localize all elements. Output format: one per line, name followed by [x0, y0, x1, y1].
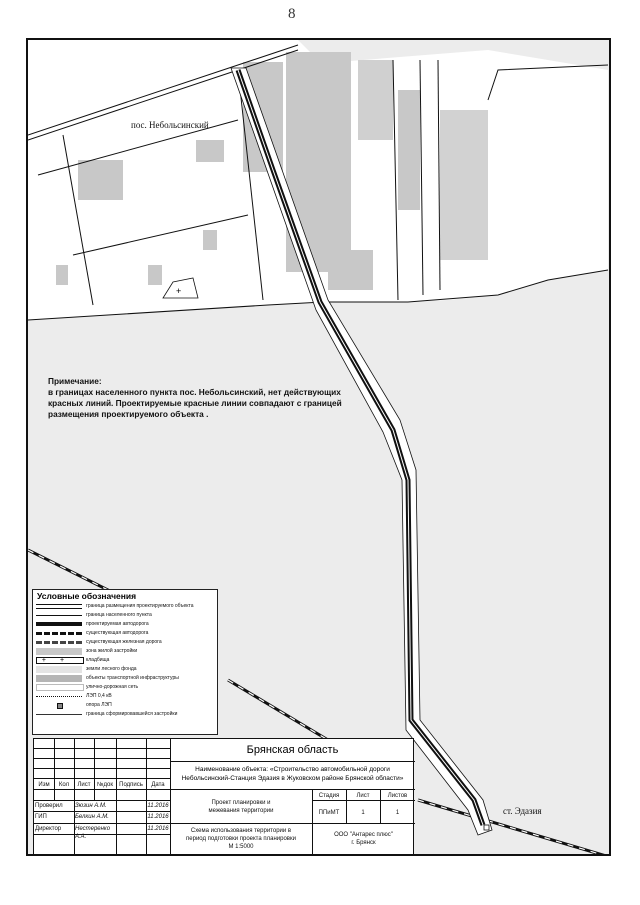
legend-item: зона жилой застройки — [36, 647, 218, 656]
residential-block-3 — [358, 60, 393, 140]
header-col-doc: №док — [97, 782, 113, 788]
row-date: 11.2016 — [147, 826, 169, 832]
page-number: 8 — [288, 6, 296, 22]
note-block — [48, 376, 378, 420]
row-name: Нестеренко А.А. — [75, 826, 111, 840]
note-text: в границах населенного пункта пос. Небольсинский, нет действующих красных линий. Проектируемые красные линии совпадают с границей размещения проектируемого объекта . — [48, 387, 342, 419]
drawing-title: Схема использования территории в период подготовки проекта планировки М 1:5000 — [186, 828, 296, 850]
dashed-road-icon — [36, 632, 82, 635]
project-title: Проект планировки и межевания территории — [208, 800, 274, 814]
row-role: Проверил — [35, 803, 63, 809]
cemetery-cross-icon: ++ — [36, 657, 84, 664]
residential-lot-2 — [196, 140, 224, 162]
thick-road-icon — [36, 622, 82, 626]
stage-value: ППиМТ — [318, 810, 340, 816]
legend-item: граница населенного пункта — [36, 611, 218, 620]
header-col-sign: Подпись — [119, 782, 143, 788]
legend-item: ЛЭП 0,4 кВ — [36, 692, 218, 701]
forest-fill-icon — [36, 666, 82, 673]
header-col-date: Дата — [151, 782, 165, 788]
organization: ООО "Антарес плюс" г. Брянск — [334, 832, 393, 846]
sheets-value: 1 — [395, 810, 400, 816]
row-date: 11.2016 — [147, 814, 169, 820]
power-line-icon — [36, 696, 82, 697]
header-col-kol: Кол — [58, 782, 70, 788]
railway-icon — [36, 641, 82, 644]
thin-line-icon — [36, 615, 82, 616]
sheets-label: Листов — [387, 793, 408, 799]
legend-item: улично-дорожная сеть — [36, 683, 218, 692]
residential-fill-icon — [36, 648, 82, 655]
boundary-line-icon — [36, 714, 82, 715]
sheet-label: Лист — [356, 793, 370, 799]
street-network-icon — [36, 684, 84, 691]
stage-label: Стадия — [318, 793, 340, 799]
note-title: Примечание: — [48, 376, 102, 386]
header-col-izm: Изм — [38, 782, 50, 788]
row-date: 11.2016 — [147, 803, 169, 809]
legend-item: граница сформировавшейся застройки — [36, 710, 218, 719]
legend-item: опора ЛЭП — [36, 701, 218, 710]
row-name: Зюзин А.М. — [75, 803, 107, 809]
legend-item: существующая железная дорога — [36, 638, 218, 647]
residential-block-6 — [328, 250, 373, 290]
residential-lot-4 — [148, 265, 162, 285]
legend-title: Условные обозначения — [37, 591, 137, 601]
title-block — [33, 738, 414, 855]
region-title: Брянская область — [246, 744, 339, 756]
legend-item: ++ кладбища — [36, 656, 218, 665]
station-label: ст. Эдазия — [503, 806, 542, 816]
row-role: Директор — [35, 826, 62, 832]
sheet-value: 1 — [361, 810, 365, 816]
power-pole-icon — [57, 703, 63, 709]
legend — [32, 589, 218, 735]
legend-item: проектируемая автодорога — [36, 620, 218, 629]
legend-item: объекты транспортной инфраструктуры — [36, 674, 218, 683]
residential-block-5 — [440, 110, 488, 260]
row-name: Белкин А.М. — [75, 814, 109, 820]
double-line-icon — [36, 604, 82, 609]
residential-lot-3 — [203, 230, 217, 250]
legend-item: земли лесного фонда — [36, 665, 218, 674]
residential-block-4 — [398, 90, 420, 210]
legend-item: граница размещения проектируемого объекта — [36, 602, 218, 611]
object-name: Наименование объекта: «Строительство автомобильной дороги Небольсинский-Станция Эдазия в Жуковском районе Брянской области» — [181, 766, 404, 782]
transport-fill-icon — [36, 675, 82, 682]
residential-lot-5 — [56, 265, 68, 285]
settlement-label: пос. Небольсинский — [131, 120, 209, 130]
header-col-list: Лист — [77, 782, 91, 788]
residential-lot-1 — [78, 160, 123, 200]
row-role: ГИП — [35, 814, 47, 820]
cemetery-cross-icon: + — [176, 286, 182, 296]
legend-item: существующая автодорога — [36, 629, 218, 638]
